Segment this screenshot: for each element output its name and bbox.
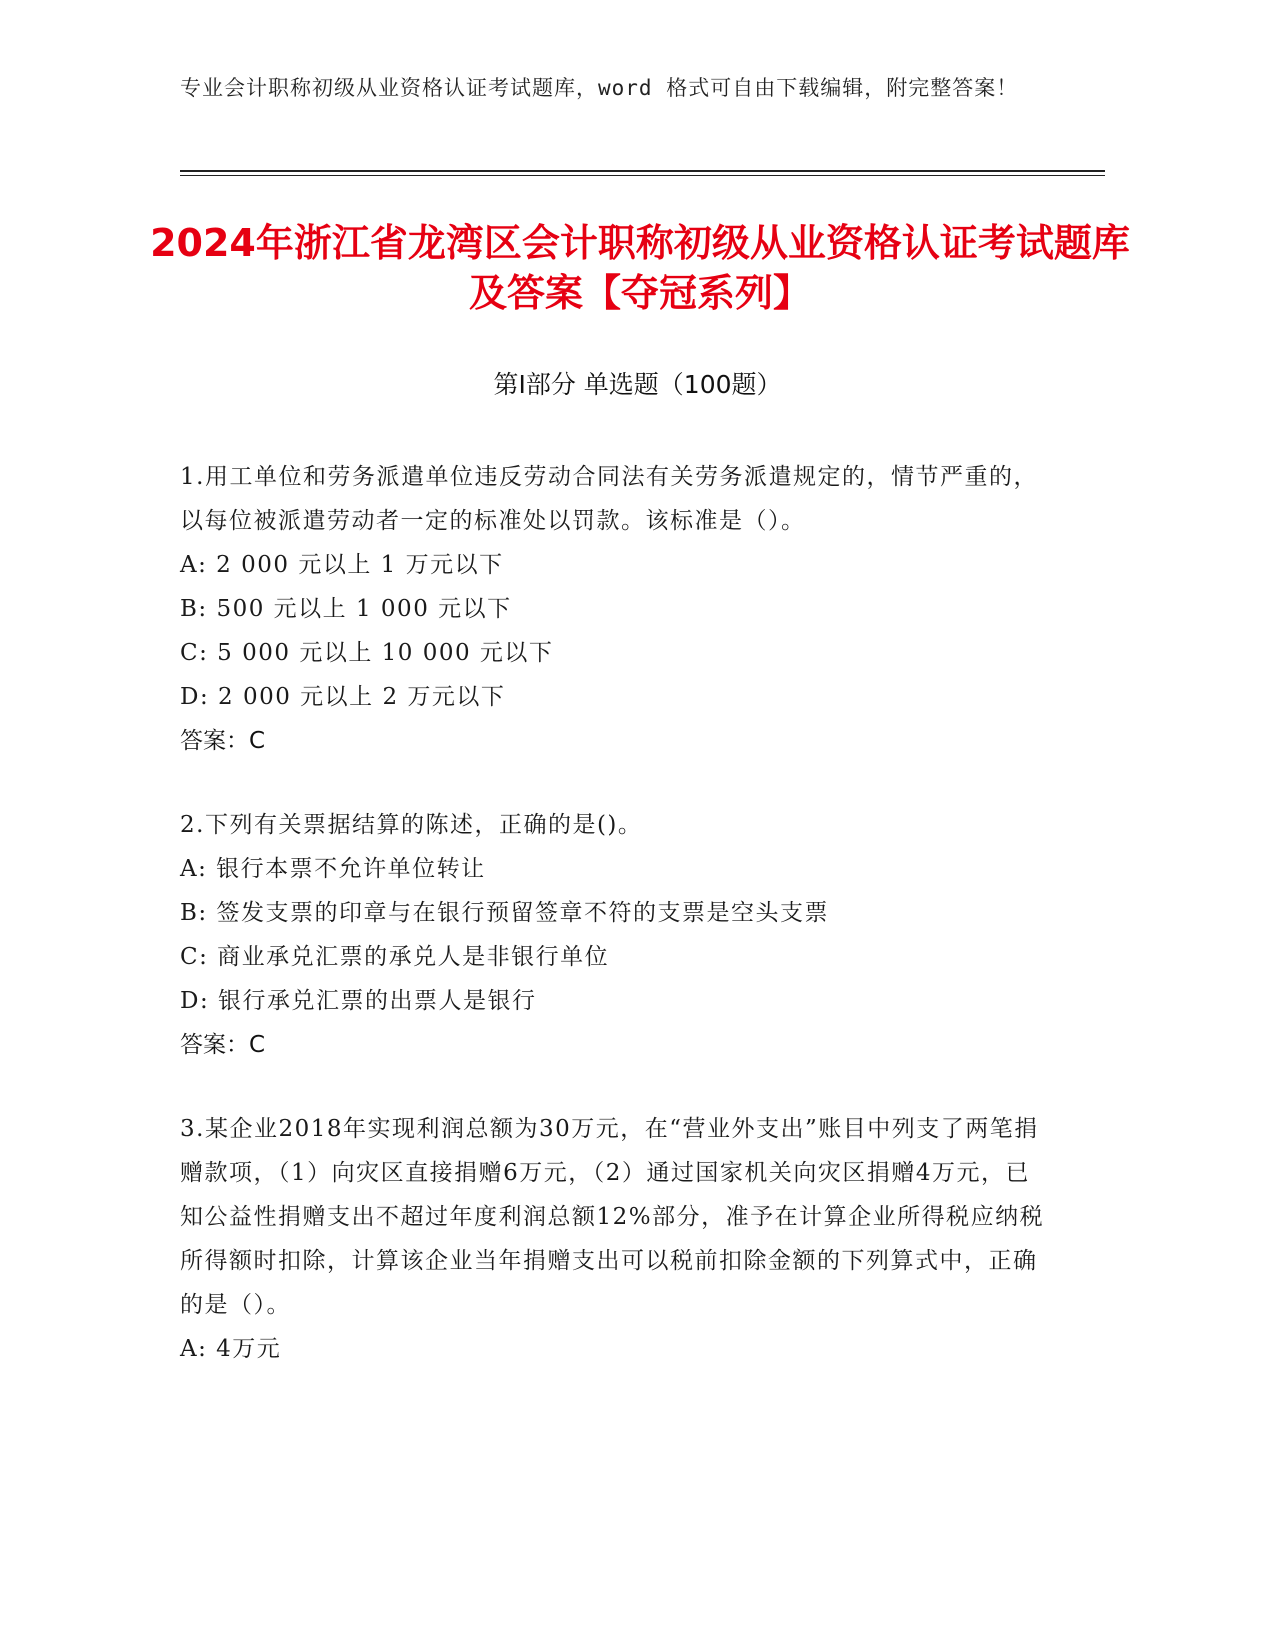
option-a: A: 银行本票不允许单位转让 (180, 856, 486, 882)
question-stem: 3.某企业2018年实现利润总额为30万元，在“营业外支出”账目中列支了两笔捐赠款项，（1）向灾区直接捐赠6万元，（2）通过国家机关向灾区捐赠4万元，已知公益性捐赠支出不超过年度利润总额12%部分，准予在计算企业所得税应纳税所得额时扣除，计算该企业当年捐赠支出可以税前扣除金额的下列算式中，正确的是（）。 (180, 1116, 1045, 1318)
question-list (180, 455, 1050, 1411)
answer-label: 答案：C (180, 1032, 266, 1058)
header-note: 专业会计职称初级从业资格认证考试题库，word 格式可自由下载编辑，附完整答案！ (180, 76, 1019, 100)
option-c: C: 商业承兑汇票的承兑人是非银行单位 (180, 944, 610, 970)
option-b: B: 500 元以上 1 000 元以下 (180, 596, 512, 622)
option-a: A: 2 000 元以上 1 万元以下 (180, 552, 504, 578)
answer-label: 答案：C (180, 728, 266, 754)
option-d: D: 2 000 元以上 2 万元以下 (180, 684, 506, 710)
section-title: 第Ⅰ部分 单选题（100题） (493, 370, 782, 399)
question-stem: 2.下列有关票据结算的陈述，正确的是()。 (180, 812, 643, 838)
option-d: D: 银行承兑汇票的出票人是银行 (180, 988, 537, 1014)
question-2 (180, 803, 1050, 1067)
header-divider-thick (180, 170, 1105, 172)
question-1 (180, 455, 1050, 763)
option-b: B: 签发支票的印章与在银行预留签章不符的支票是空头支票 (180, 900, 829, 926)
question-stem: 1.用工单位和劳务派遣单位违反劳动合同法有关劳务派遣规定的，情节严重的，以每位被派遣劳动者一定的标准处以罚款。该标准是（）。 (180, 464, 1038, 534)
document-title: 2024年浙江省龙湾区会计职称初级从业资格认证考试题库及答案【夺冠系列】 (150, 221, 1130, 315)
header-divider-thin (180, 175, 1105, 176)
question-3 (180, 1107, 1050, 1371)
option-c: C: 5 000 元以上 10 000 元以下 (180, 640, 554, 666)
option-a: A: 4万元 (180, 1336, 282, 1362)
